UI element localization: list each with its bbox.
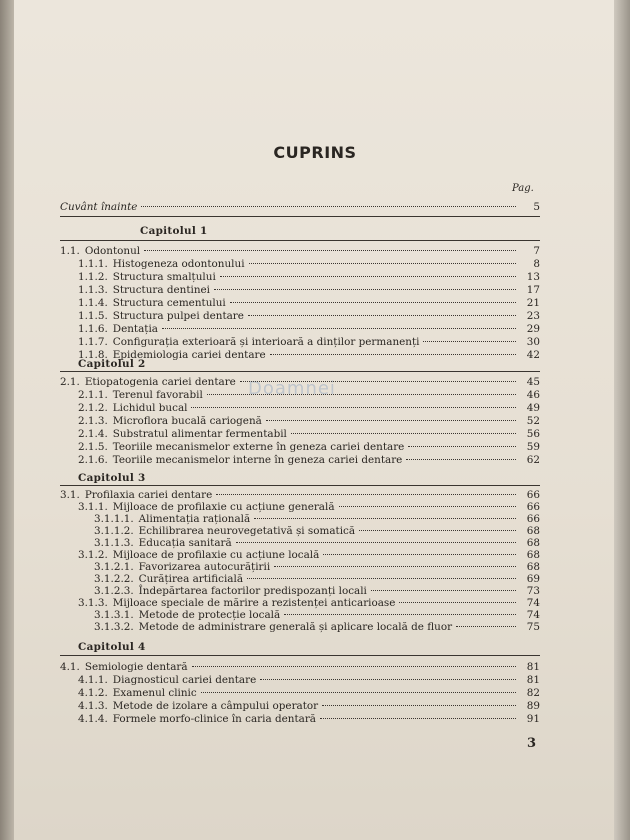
toc-entry-number: 1.1.8.	[78, 349, 108, 361]
toc-entry	[78, 402, 540, 414]
toc-entry-number: 3.1.2.	[78, 549, 108, 561]
toc-entry	[78, 687, 540, 699]
toc-entry-label: Educația sanitară	[138, 537, 232, 549]
toc-entry-page: 66	[526, 489, 540, 501]
toc-leader-dots	[274, 566, 516, 567]
toc-entry	[78, 284, 540, 296]
toc-entry-page: 68	[526, 525, 540, 537]
toc-entry-page: 52	[526, 415, 540, 427]
section-rule	[60, 371, 540, 372]
chapter-heading: Capitolul 3	[78, 472, 146, 484]
section-rule	[60, 216, 540, 217]
toc-leader-dots	[456, 626, 516, 627]
chapter-heading: Capitolul 1	[140, 225, 208, 237]
toc-entry-page: 56	[526, 428, 540, 440]
toc-entry	[60, 489, 540, 501]
toc-entry-page: 68	[526, 537, 540, 549]
toc-entry-number: 1.1.3.	[78, 284, 108, 296]
toc-leader-dots	[162, 328, 516, 329]
toc-entry	[94, 513, 540, 525]
toc-entry-page: 29	[526, 323, 540, 335]
toc-entry-page: 66	[526, 513, 540, 525]
toc-entry-page: 21	[526, 297, 540, 309]
toc-entry-label: Etiopatogenia cariei dentare	[84, 376, 236, 388]
toc-leader-dots	[207, 394, 516, 395]
toc-leader-dots	[249, 263, 516, 264]
toc-entry	[78, 549, 540, 561]
toc-entry-page: 82	[526, 687, 540, 699]
book-page-edge	[614, 0, 630, 840]
toc-entry-label: Alimentația rațională	[138, 513, 251, 525]
toc-entry	[94, 609, 540, 621]
toc-entry	[78, 428, 540, 440]
toc-entry	[78, 454, 540, 466]
toc-leader-dots	[216, 494, 516, 495]
toc-entry-label: Terenul favorabil	[112, 389, 203, 401]
toc-entry-page: 8	[533, 258, 540, 270]
toc-entry	[78, 389, 540, 401]
toc-leader-dots	[284, 614, 516, 615]
toc-entry-number: 1.1.5.	[78, 310, 108, 322]
toc-entry-page: 81	[526, 661, 540, 673]
toc-leader-dots	[399, 602, 516, 603]
toc-entry-label: Structura smalțului	[112, 271, 216, 283]
toc-entry-number: 4.1.3.	[78, 700, 108, 712]
toc-entry	[94, 537, 540, 549]
toc-entry-page: 68	[526, 561, 540, 573]
toc-entry-number: 3.1.	[60, 489, 80, 501]
toc-entry-label: Metode de izolare a câmpului operator	[112, 700, 319, 712]
toc-entry-label: Mijloace speciale de mărire a rezistenței anticarioase	[112, 597, 396, 609]
toc-entry-label: Dentația	[112, 323, 158, 335]
toc-entry-number: 2.1.3.	[78, 415, 108, 427]
toc-entry	[78, 441, 540, 453]
toc-entry-page: 30	[526, 336, 540, 348]
toc-leader-dots	[359, 530, 516, 531]
toc-entry	[78, 415, 540, 427]
toc-entry	[78, 258, 540, 270]
toc-entry	[60, 376, 540, 388]
toc-entry-page: 91	[526, 713, 540, 725]
toc-entry	[78, 713, 540, 725]
section-rule	[60, 240, 540, 241]
toc-entry-label: Examenul clinic	[112, 687, 197, 699]
toc-entry-page: 7	[533, 245, 540, 257]
toc-entry	[78, 349, 540, 361]
toc-leader-dots	[236, 542, 516, 543]
toc-entry-page: 68	[526, 549, 540, 561]
toc-entry-number: 4.1.	[60, 661, 80, 673]
toc-entry-number: 1.1.	[60, 245, 80, 257]
toc-entry-page: 74	[526, 597, 540, 609]
toc-entry-label: Substratul alimentar fermentabil	[112, 428, 287, 440]
toc-leader-dots	[266, 420, 516, 421]
toc-entry-page: 5	[533, 201, 540, 213]
toc-entry-label: Mijloace de profilaxie cu acțiune locală	[112, 549, 320, 561]
toc-entry	[78, 271, 540, 283]
toc-entry-label: Teoriile mecanismelor interne în geneza cariei dentare	[112, 454, 403, 466]
section-rule	[60, 485, 540, 486]
toc-entry	[94, 573, 540, 585]
toc-leader-dots	[191, 407, 516, 408]
toc-entry-page: 69	[526, 573, 540, 585]
toc-entry-page: 42	[526, 349, 540, 361]
toc-leader-dots	[322, 705, 516, 706]
toc-entry	[78, 501, 540, 513]
toc-entry	[78, 323, 540, 335]
toc-leader-dots	[270, 354, 516, 355]
toc-leader-dots	[339, 506, 516, 507]
toc-entry-page: 17	[526, 284, 540, 296]
toc-entry	[94, 525, 540, 537]
page-title: CUPRINS	[273, 143, 357, 162]
toc-leader-dots	[408, 446, 516, 447]
toc-entry-number: 1.1.6.	[78, 323, 108, 335]
toc-entry-page: 89	[526, 700, 540, 712]
toc-leader-dots	[192, 666, 516, 667]
toc-entry-number: 3.1.1.1.	[94, 513, 134, 525]
toc-entry-label: Profilaxia cariei dentare	[84, 489, 213, 501]
chapter-heading: Capitolul 4	[78, 641, 146, 653]
toc-entry-number: 3.1.2.2.	[94, 573, 134, 585]
toc-entry-label: Curățirea artificială	[138, 573, 244, 585]
page-column-header: Pag.	[512, 183, 534, 194]
book-gutter-shadow	[0, 0, 14, 840]
toc-entry-number: 2.1.6.	[78, 454, 108, 466]
section-rule	[60, 655, 540, 656]
toc-entry-number: 2.1.4.	[78, 428, 108, 440]
toc-entry-number: 1.1.1.	[78, 258, 108, 270]
toc-entry-number: 2.1.5.	[78, 441, 108, 453]
toc-leader-dots	[248, 315, 516, 316]
toc-entry-page: 62	[526, 454, 540, 466]
watermark: Doamnei	[248, 378, 336, 399]
toc-entry-number: 3.1.2.1.	[94, 561, 134, 573]
toc-entry	[60, 661, 540, 673]
toc-entry-number: 1.1.2.	[78, 271, 108, 283]
toc-entry-number: 1.1.7.	[78, 336, 108, 348]
toc-entry	[78, 310, 540, 322]
toc-entry-page: 59	[526, 441, 540, 453]
toc-entry-label: Semiologie dentară	[84, 661, 188, 673]
toc-leader-dots	[230, 302, 516, 303]
toc-entry-label: Structura pulpei dentare	[112, 310, 244, 322]
toc-entry	[60, 245, 540, 257]
toc-leader-dots	[214, 289, 516, 290]
toc-entry-label: Odontonul	[84, 245, 141, 257]
toc-entry-label: Formele morfo-clinice în caria dentară	[112, 713, 316, 725]
toc-entry-intro	[60, 201, 540, 213]
toc-entry	[94, 561, 540, 573]
toc-entry-number: 4.1.4.	[78, 713, 108, 725]
toc-entry-page: 66	[526, 501, 540, 513]
toc-leader-dots	[201, 692, 516, 693]
toc-leader-dots	[141, 206, 516, 207]
toc-leader-dots	[371, 590, 516, 591]
toc-leader-dots	[144, 250, 516, 251]
toc-entry-label: Metode de protecție locală	[138, 609, 281, 621]
toc-entry-label: Histogeneza odontonului	[112, 258, 245, 270]
toc-entry-label: Structura cementului	[112, 297, 226, 309]
toc-entry-number: 3.1.3.1.	[94, 609, 134, 621]
toc-entry	[78, 336, 540, 348]
toc-entry-number: 2.1.2.	[78, 402, 108, 414]
toc-leader-dots	[406, 459, 516, 460]
toc-leader-dots	[323, 554, 516, 555]
toc-entry-number: 3.1.1.	[78, 501, 108, 513]
toc-entry-number: 3.1.1.3.	[94, 537, 134, 549]
toc-entry-page: 74	[526, 609, 540, 621]
toc-entry-number: 4.1.2.	[78, 687, 108, 699]
toc-entry-label: Îndepărtarea factorilor predispozanți locali	[138, 585, 367, 597]
toc-leader-dots	[240, 381, 516, 382]
toc-entry-label: Structura dentinei	[112, 284, 211, 296]
toc-entry-number: 3.1.3.2.	[94, 621, 134, 633]
toc-entry-label: Favorizarea autocurățirii	[138, 561, 271, 573]
toc-entry-page: 13	[526, 271, 540, 283]
toc-entry-number: 3.1.3.	[78, 597, 108, 609]
toc-entry-number: 1.1.4.	[78, 297, 108, 309]
toc-entry-page: 73	[526, 585, 540, 597]
toc-entry	[78, 700, 540, 712]
toc-leader-dots	[254, 518, 516, 519]
toc-entry-page: 23	[526, 310, 540, 322]
toc-entry-number: 2.1.	[60, 376, 80, 388]
page-number: 3	[527, 736, 537, 751]
toc-entry-label: Microflora bucală cariogenă	[112, 415, 262, 427]
toc-entry-page: 46	[526, 389, 540, 401]
toc-entry	[78, 674, 540, 686]
toc-entry	[78, 297, 540, 309]
toc-entry-label: Lichidul bucal	[112, 402, 188, 414]
toc-leader-dots	[260, 679, 516, 680]
toc-entry-label: Echilibrarea neurovegetativă și somatică	[138, 525, 356, 537]
toc-entry-page: 49	[526, 402, 540, 414]
toc-entry-label: Configurația exterioară și interioară a dinților permanenți	[112, 336, 420, 348]
toc-entry-page: 45	[526, 376, 540, 388]
toc-entry-label: Metode de administrare generală și aplicare locală de fluor	[138, 621, 453, 633]
chapter-heading: Capitolul 2	[78, 358, 146, 370]
toc-entry-page: 75	[526, 621, 540, 633]
toc-leader-dots	[320, 718, 516, 719]
toc-entry	[94, 621, 540, 633]
toc-entry-label: Epidemiologia cariei dentare	[112, 349, 266, 361]
toc-leader-dots	[423, 341, 516, 342]
toc-entry-number: 4.1.1.	[78, 674, 108, 686]
toc-entry-number: 3.1.2.3.	[94, 585, 134, 597]
toc-entry-label: Mijloace de profilaxie cu acțiune generală	[112, 501, 335, 513]
toc-leader-dots	[247, 578, 516, 579]
toc-entry-number: 3.1.1.2.	[94, 525, 134, 537]
toc-entry	[78, 597, 540, 609]
toc-entry-label: Diagnosticul cariei dentare	[112, 674, 257, 686]
toc-entry-page: 81	[526, 674, 540, 686]
toc-entry-number: 2.1.1.	[78, 389, 108, 401]
toc-entry-label: Cuvânt înainte	[60, 201, 138, 213]
toc-leader-dots	[291, 433, 516, 434]
toc-leader-dots	[220, 276, 516, 277]
toc-entry	[94, 585, 540, 597]
toc-entry-label: Teoriile mecanismelor externe în geneza cariei dentare	[112, 441, 405, 453]
